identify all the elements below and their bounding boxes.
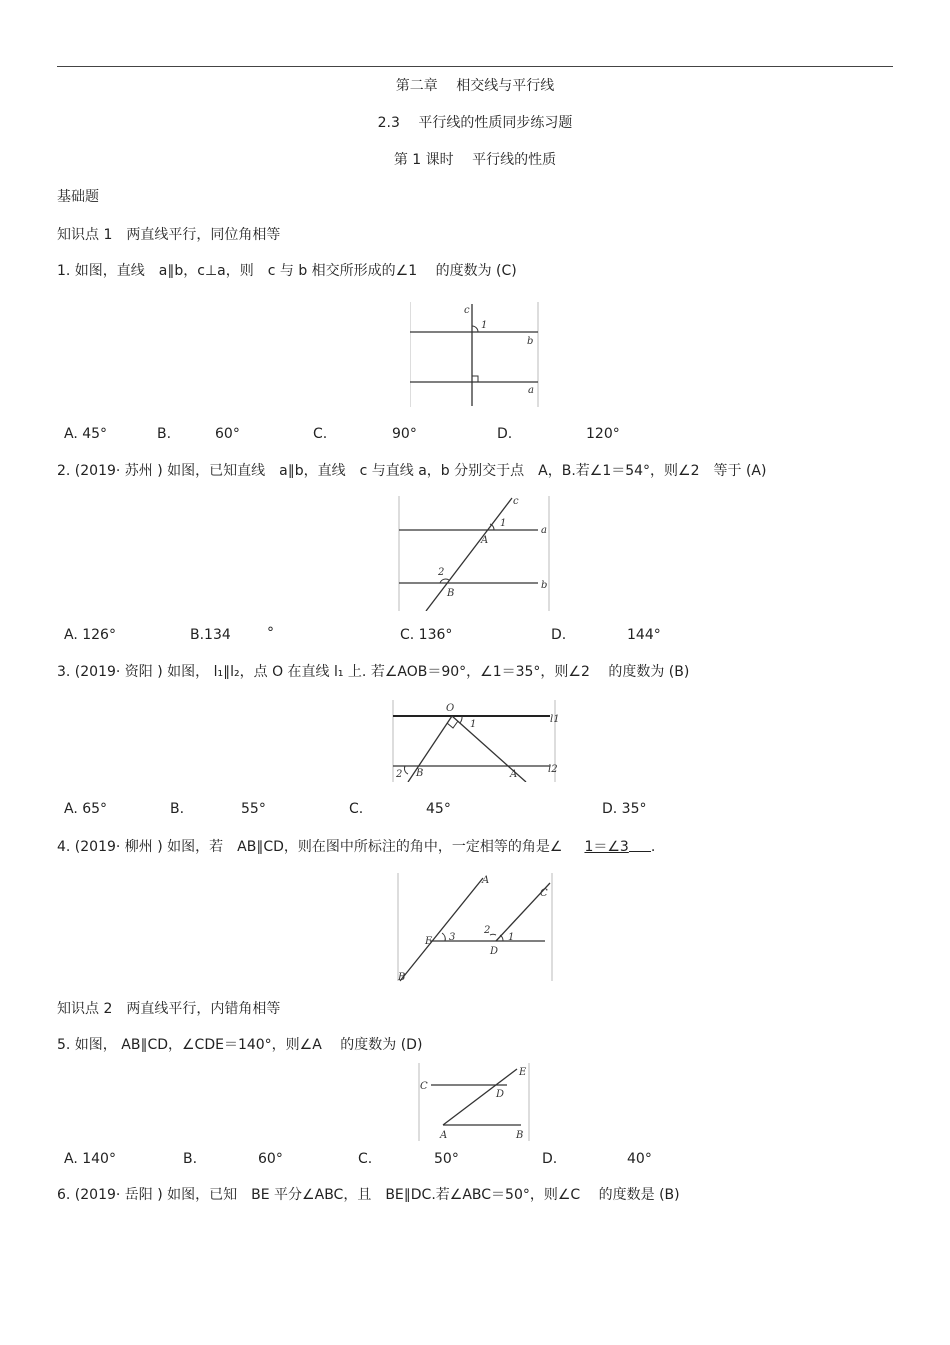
- q5-stem: 5. 如图， AB∥CD，∠CDE＝140°，则∠A 的度数为 (D): [57, 1037, 423, 1053]
- q3-label-O: O: [446, 703, 455, 714]
- q2-label-a: a: [541, 525, 547, 536]
- q3-option-d: D. 35°: [602, 801, 647, 817]
- q2-label-A: A: [481, 535, 489, 546]
- q4-label-1: 1: [508, 932, 515, 943]
- q4-answer: 1＝∠3: [584, 839, 629, 855]
- q3-figure: [390, 700, 560, 782]
- q4-stem: [57, 837, 655, 856]
- q2-option-a: A. 126°: [64, 627, 116, 643]
- q3-option-c: C.: [349, 801, 364, 817]
- q2-option-d: D.: [551, 627, 567, 643]
- q1-option-d: D.: [497, 426, 513, 442]
- q5-label-D: D: [496, 1089, 505, 1100]
- lesson-title: 第 1 课时 平行线的性质: [393, 152, 557, 168]
- basic-label: 基础题: [57, 189, 99, 205]
- q4-label-D: D: [490, 946, 499, 957]
- top-rule: [57, 66, 893, 67]
- q5-option-c: C.: [358, 1151, 373, 1167]
- q4-label-C: C: [540, 888, 548, 899]
- q5-option-a: A. 140°: [64, 1151, 116, 1167]
- section-title: 2.3 平行线的性质同步练习题: [377, 115, 573, 131]
- q1-stem: 1. 如图，直线 a∥b，c⊥a，则 c 与 b 相交所形成的∠1 的度数为 (C): [57, 263, 517, 279]
- q3-label-l1: l1: [550, 714, 560, 725]
- q5-figure: [417, 1063, 532, 1141]
- q2-label-2: 2: [438, 567, 445, 578]
- q4-label-B: B: [398, 972, 406, 983]
- q2-label-B: B: [447, 588, 455, 599]
- q1-option-c-value: 90°: [392, 426, 417, 442]
- q4-label-3: 3: [449, 932, 456, 943]
- q3-label-B: B: [416, 768, 424, 779]
- q3-label-2: 2: [396, 769, 403, 780]
- q5-option-b-value: 60°: [258, 1151, 283, 1167]
- q5-label-A: A: [440, 1130, 448, 1141]
- q2-label-b: b: [541, 580, 548, 591]
- chapter-title: 第二章 相交线与平行线: [395, 78, 555, 94]
- q1-option-c: C.: [313, 426, 328, 442]
- knowledge-point-1: 知识点 1 两直线平行，同位角相等: [57, 227, 281, 243]
- q4-stem-text: 4. (2019· 柳州 ) 如图，若 AB∥CD，则在图中所标注的角中，一定相等的角是∠: [57, 839, 563, 855]
- q1-figure: [410, 302, 540, 407]
- q1-label-b: b: [527, 336, 534, 347]
- q3-label-A: A: [510, 769, 518, 780]
- q4-tail: .: [650, 839, 656, 855]
- q2-label-1: 1: [500, 518, 507, 529]
- q2-stem: 2. (2019· 苏州 ) 如图，已知直线 a∥b，直线 c 与直线 a，b 分别交于点 A，B.若∠1＝54°，则∠2 等于 (A): [57, 463, 767, 479]
- q2-option-c: C. 136°: [400, 627, 453, 643]
- q4-figure: [395, 873, 555, 983]
- q3-stem: 3. (2019· 资阳 ) 如图， l₁∥l₂，点 O 在直线 l₁ 上. 若∠AOB＝90°，∠1＝35°，则∠2 的度数为 (B): [57, 664, 690, 680]
- q3-option-b: B.: [170, 801, 185, 817]
- knowledge-point-2: 知识点 2 两直线平行，内错角相等: [57, 1001, 281, 1017]
- q5-option-d: D.: [542, 1151, 558, 1167]
- q2-option-b: B.134: [190, 627, 231, 643]
- q1-label-c: c: [464, 305, 470, 316]
- q5-label-B: B: [516, 1130, 524, 1141]
- q1-option-a: A. 45°: [64, 426, 108, 442]
- q3-option-b-value: 55°: [241, 801, 266, 817]
- q3-option-c-value: 45°: [426, 801, 451, 817]
- q2-option-d-value: 144°: [627, 627, 661, 643]
- q5-label-C: C: [420, 1081, 428, 1092]
- q6-stem: 6. (2019· 岳阳 ) 如图，已知 BE 平分∠ABC，且 BE∥DC.若∠ABC＝50°，则∠C 的度数是 (B): [57, 1187, 680, 1203]
- q2-figure: [398, 496, 553, 611]
- q5-option-c-value: 50°: [434, 1151, 459, 1167]
- q4-label-2: 2: [484, 925, 491, 936]
- q5-option-b: B.: [183, 1151, 198, 1167]
- q3-label-l2: l2: [548, 764, 558, 775]
- q1-option-b: B.: [157, 426, 172, 442]
- q2-option-b-degree: °: [267, 625, 274, 641]
- q3-option-a: A. 65°: [64, 801, 108, 817]
- q5-label-E: E: [519, 1067, 527, 1078]
- q2-label-c: c: [513, 496, 519, 507]
- q1-option-b-value: 60°: [215, 426, 240, 442]
- q1-label-1: 1: [481, 320, 488, 331]
- q1-label-a: a: [528, 385, 534, 396]
- q1-option-d-value: 120°: [586, 426, 620, 442]
- q5-option-d-value: 40°: [627, 1151, 652, 1167]
- q3-label-1: 1: [470, 719, 477, 730]
- q4-label-E: E: [425, 936, 433, 947]
- q4-label-A: A: [482, 875, 490, 886]
